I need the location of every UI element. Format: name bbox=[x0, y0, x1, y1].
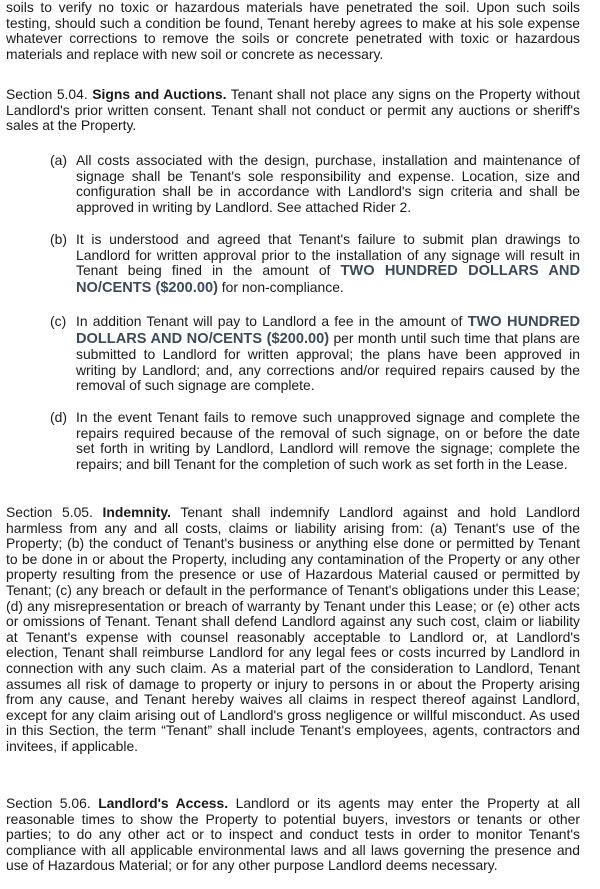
section-title: Indemnity. bbox=[102, 504, 171, 520]
item-text: In the event Tenant fails to remove such unapproved signage and complete the repairs required because of the removal of such signage, on or before the date set forth in writing by Landlord, Landlord will remove the signage; complete the repairs; and bill Tenant for the completion of such work as set forth in the Lease. bbox=[76, 409, 580, 472]
list-item-c bbox=[50, 314, 580, 394]
section-number: Section 5.05. bbox=[6, 504, 93, 520]
item-label: (c) bbox=[50, 313, 67, 329]
section-text: Tenant shall indemnify Landlord against and hold Landlord harmless from any and all costs, claims or liability arising from: (a) Tenant's use of the Property; (b) the conduct of Tenant's business or anything else done or permitted by Tenant to be done in or about the Property, including any contamination of the Property or any other property resulting from the presence or use of Hazardous Material caused or permitted by Tenant; (c) any breach or default in the performance of Tenant's obligations under this Lease; (d) any misrepresentation or breach of warranty by Tenant under this Lease; or (e) other acts or omissions of Tenant. Tenant shall defend Landlord against any such cost, claim or liability at Tenant's expense with counsel reasonably acceptable to Landlord or, at Landlord's election, Tenant shall reimburse Landlord for any legal fees or costs incurred by Landlord in connection with any such claim. As a material part of the consideration to Landlord, Tenant assumes all risk of damage to property or injury to persons in or about the Property arising from any cause, and Tenant hereby waives all claims in respect thereof against Landlord, except for any claim arising out of Landlord's gross negligence or willful misconduct. As used in this Section, the term “Tenant” shall include Tenant's employees, agents, contractors and invitees, if applicable. bbox=[6, 504, 581, 754]
list-item-d bbox=[50, 410, 580, 472]
intro-paragraph: soils to verify no toxic or hazardous materials have penetrated the soil. Upon such soils testing, should such a condition be found, Tenant hereby agrees to make at his sole expense whatever corrections to remove the soils or concrete penetrated with toxic or hazardous materials and replace with new soil or concrete as necessary. bbox=[6, 0, 580, 62]
fine-amount: TWO HUNDRED DOLLARS AND NO/CENTS ($200.00) bbox=[76, 263, 580, 296]
section-5-06 bbox=[6, 796, 580, 874]
item-label: (b) bbox=[50, 231, 67, 247]
section-number: Section 5.06. bbox=[6, 795, 91, 811]
section-number: Section 5.04. bbox=[6, 86, 88, 102]
item-text: All costs associated with the design, purchase, installation and maintenance of signage shall be Tenant's sole responsibility and expense. Location, size and configuration shall be in accordance with Landlord's sign criteria and shall be approved in writing by Landlord. See attached Rider 2. bbox=[76, 152, 580, 215]
section-title: Landlord's Access. bbox=[98, 795, 229, 811]
section-5-05 bbox=[6, 505, 580, 755]
section-title: Signs and Auctions. bbox=[92, 86, 227, 102]
list-item-a bbox=[50, 153, 580, 215]
section-text: Landlord or its agents may enter the Property at all reasonable times to show the Property to potential buyers, investors or tenants or other parties; to do any other act or to inspect and conduct tests in order to monitor Tenant's compliance with all applicable environmental laws and all laws governing the presence and use of Hazardous Material; or for any other purpose Landlord deems necessary. bbox=[6, 795, 581, 874]
fee-amount: TWO HUNDRED DOLLARS AND NO/CENTS ($200.00) bbox=[76, 314, 581, 347]
item-label: (d) bbox=[50, 409, 67, 425]
item-label: (a) bbox=[50, 152, 67, 168]
section-text: Tenant shall not place any signs on the Property without Landlord's prior written consent. Tenant shall not conduct or permit any auctions or sheriff's sales at the Property. bbox=[6, 86, 581, 134]
item-text: In addition Tenant will pay to Landlord a fee in the amount of TWO HUNDRED DOLLARS AND NO/CENTS ($200.00) per month until such time that plans are submitted to Landlord for written approval; the plans have been approved in writing by Landlord; and, any corrections and/or required repairs caused by the removal of such signage are complete. bbox=[76, 313, 581, 394]
section-5-04 bbox=[6, 87, 580, 134]
item-text: It is understood and agreed that Tenant's failure to submit plan drawings to Landlord for written approval prior to the installation of any signage will result in Tenant being fined in the amount of TWO HUNDRED DOLLARS AND NO/CENTS ($200.00) for non-compliance. bbox=[76, 231, 580, 296]
list-item-b bbox=[50, 232, 580, 296]
